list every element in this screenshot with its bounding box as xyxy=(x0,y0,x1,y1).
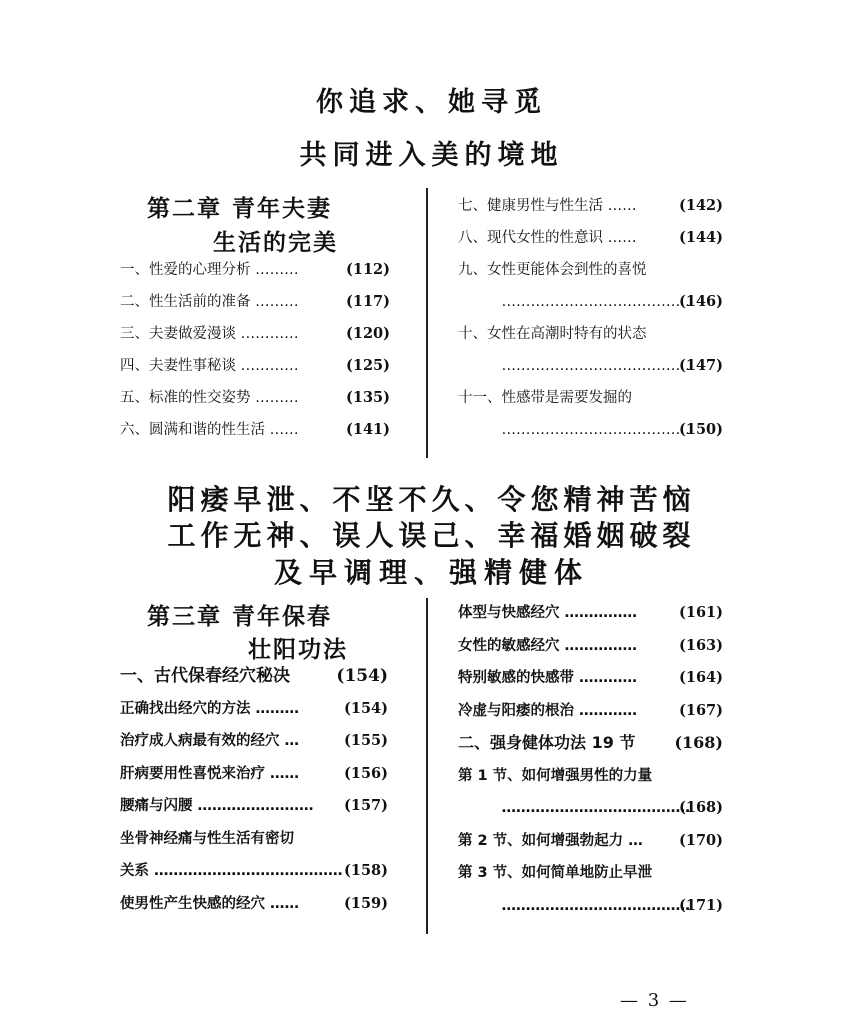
toc-entry-page: (117) xyxy=(346,293,390,310)
toc-entry xyxy=(120,827,388,860)
chapter3-title-line2: 壮阳功法 xyxy=(248,636,348,663)
toc-entry-label: 关系 ………………………………… xyxy=(120,863,343,879)
toc-entry-page: (147) xyxy=(679,357,723,374)
toc-entry-label: 治疗成人病最有效的经穴 … xyxy=(120,733,300,749)
toc-entry xyxy=(458,258,723,290)
toc-entry-label: 腰痛与闪腰 …………………… xyxy=(120,798,314,814)
toc-entry-page: (167) xyxy=(679,701,723,719)
toc-entry-label: 七、健康男性与性生活 …… xyxy=(458,198,637,214)
toc-entry xyxy=(120,290,390,322)
toc-entry-label: 六、圆满和谐的性生活 …… xyxy=(120,422,299,438)
toc-entry-label: ………………………………… xyxy=(458,358,690,374)
toc-entry-label: 使男性产生快感的经穴 …… xyxy=(120,895,300,912)
toc-entry xyxy=(120,762,388,795)
toc-entry xyxy=(458,764,723,797)
toc-entry xyxy=(458,829,723,862)
chapter2-right-list xyxy=(458,194,723,450)
toc-entry-page: (112) xyxy=(346,261,390,278)
column-divider xyxy=(426,598,428,934)
toc-entry xyxy=(120,354,390,386)
toc-entry-label: 第 1 节、如何增强男性的力量 xyxy=(458,767,653,784)
toc-entry xyxy=(120,386,390,418)
toc-entry-page: (154) xyxy=(344,699,388,717)
toc-entry xyxy=(458,699,723,732)
toc-entry xyxy=(458,861,723,894)
toc-entry-page: (157) xyxy=(344,797,388,814)
slogan-line-5: 及早调理、强精健体 xyxy=(273,556,589,589)
toc-entry xyxy=(120,258,390,290)
toc-entry xyxy=(458,894,723,927)
toc-entry-page: (163) xyxy=(679,636,723,654)
toc-entry-page: (141) xyxy=(346,421,390,438)
toc-entry-page: (125) xyxy=(346,357,390,374)
chapter3-title-line1: 第三章 青年保春 xyxy=(147,603,333,630)
toc-entry-label: ………………………………… xyxy=(458,897,690,914)
toc-entry xyxy=(458,634,723,667)
toc-entry xyxy=(120,418,390,450)
toc-entry-label: 八、现代女性的性意识 …… xyxy=(458,230,637,246)
toc-entry-label: ………………………………… xyxy=(458,800,690,816)
toc-entry-label: 特别敏感的快感带 ………… xyxy=(458,670,638,686)
toc-entry-label: 肝病要用性喜悦来治疗 …… xyxy=(120,765,300,782)
toc-entry-label: 女性的敏感经穴 …………… xyxy=(458,637,638,654)
slogan-line-3: 阳痿早泄、不坚不久、令您精神苦恼 xyxy=(167,483,696,516)
chapter3-left-list xyxy=(120,664,388,924)
toc-entry-label: 正确找出经穴的方法 ……… xyxy=(120,700,300,717)
toc-entry-page: (159) xyxy=(344,894,388,912)
toc-entry-label: 十、女性在高潮时特有的状态 xyxy=(458,326,647,342)
toc-entry-page: (154) xyxy=(336,666,388,686)
chapter2-title-line1: 第二章 青年夫妻 xyxy=(147,195,333,222)
toc-entry-label: 第 2 节、如何增强勃起力 … xyxy=(458,832,643,849)
toc-entry-label: 九、女性更能体会到性的喜悦 xyxy=(458,262,647,278)
toc-entry xyxy=(120,892,388,925)
toc-entry-label: ………………………………… xyxy=(458,294,690,310)
toc-entry-label: 四、夫妻性事秘谈 ………… xyxy=(120,358,299,374)
toc-entry-label: 坐骨神经痛与性生活有密切 xyxy=(120,830,294,847)
toc-entry-page: (146) xyxy=(679,293,723,310)
toc-entry-label: 一、性爱的心理分析 ……… xyxy=(120,262,299,278)
toc-entry-page: (171) xyxy=(679,896,723,914)
toc-entry xyxy=(120,664,388,697)
toc-entry-label: 二、强身健体功法 19 节 xyxy=(458,733,636,752)
chapter3-right-list xyxy=(458,601,723,926)
toc-entry-page: (168) xyxy=(679,799,723,816)
toc-entry-label: 十一、性感带是需要发掘的 xyxy=(458,390,632,406)
toc-entry-page: (164) xyxy=(679,669,723,686)
slogan-line-4: 工作无神、误人误己、幸福婚姻破裂 xyxy=(167,519,696,552)
toc-entry-page: (150) xyxy=(679,421,723,438)
toc-entry xyxy=(120,729,388,762)
toc-entry-label: 一、古代保春经穴秘决 xyxy=(120,666,290,686)
toc-entry-label: 冷虚与阳痿的根治 ………… xyxy=(458,702,638,719)
toc-entry-label: 五、标准的性交姿势 ……… xyxy=(120,390,299,406)
toc-entry-page: (144) xyxy=(679,229,723,246)
toc-entry-page: (156) xyxy=(344,764,388,782)
toc-entry-page: (170) xyxy=(679,831,723,849)
toc-entry xyxy=(120,859,388,892)
toc-entry xyxy=(458,226,723,258)
chapter2-title-line2: 生活的完美 xyxy=(213,229,338,256)
toc-entry-page: (161) xyxy=(679,604,723,621)
toc-entry-label: 第 3 节、如何简单地防止早泄 xyxy=(458,865,653,881)
column-divider xyxy=(426,188,428,458)
toc-entry-page: (155) xyxy=(344,732,388,749)
toc-entry xyxy=(120,794,388,827)
slogan-line-1: 你追求、她寻觅 xyxy=(316,87,547,118)
toc-entry-label: 三、夫妻做爱漫谈 ………… xyxy=(120,326,299,342)
toc-entry xyxy=(458,354,723,386)
toc-entry-page: (135) xyxy=(346,389,390,406)
toc-entry xyxy=(458,290,723,322)
toc-entry xyxy=(120,322,390,354)
toc-entry xyxy=(458,601,723,634)
toc-entry xyxy=(458,418,723,450)
toc-entry xyxy=(458,194,723,226)
toc-entry-label: 二、性生活前的准备 ……… xyxy=(120,294,299,310)
toc-entry-page: (120) xyxy=(346,325,390,342)
page-number: — 3 — xyxy=(620,990,689,1011)
toc-entry xyxy=(458,386,723,418)
slogan-line-2: 共同进入美的境地 xyxy=(299,140,564,171)
toc-entry-page: (168) xyxy=(674,733,723,752)
toc-entry xyxy=(458,322,723,354)
toc-entry-label: ………………………………… xyxy=(458,422,690,438)
toc-entry xyxy=(458,731,723,764)
toc-entry-page: (142) xyxy=(679,197,723,214)
chapter2-left-list xyxy=(120,258,390,450)
toc-entry xyxy=(458,796,723,829)
toc-entry xyxy=(120,697,388,730)
toc-entry xyxy=(458,666,723,699)
toc-entry-label: 体型与快感经穴 …………… xyxy=(458,605,638,621)
toc-entry-page: (158) xyxy=(344,862,388,879)
